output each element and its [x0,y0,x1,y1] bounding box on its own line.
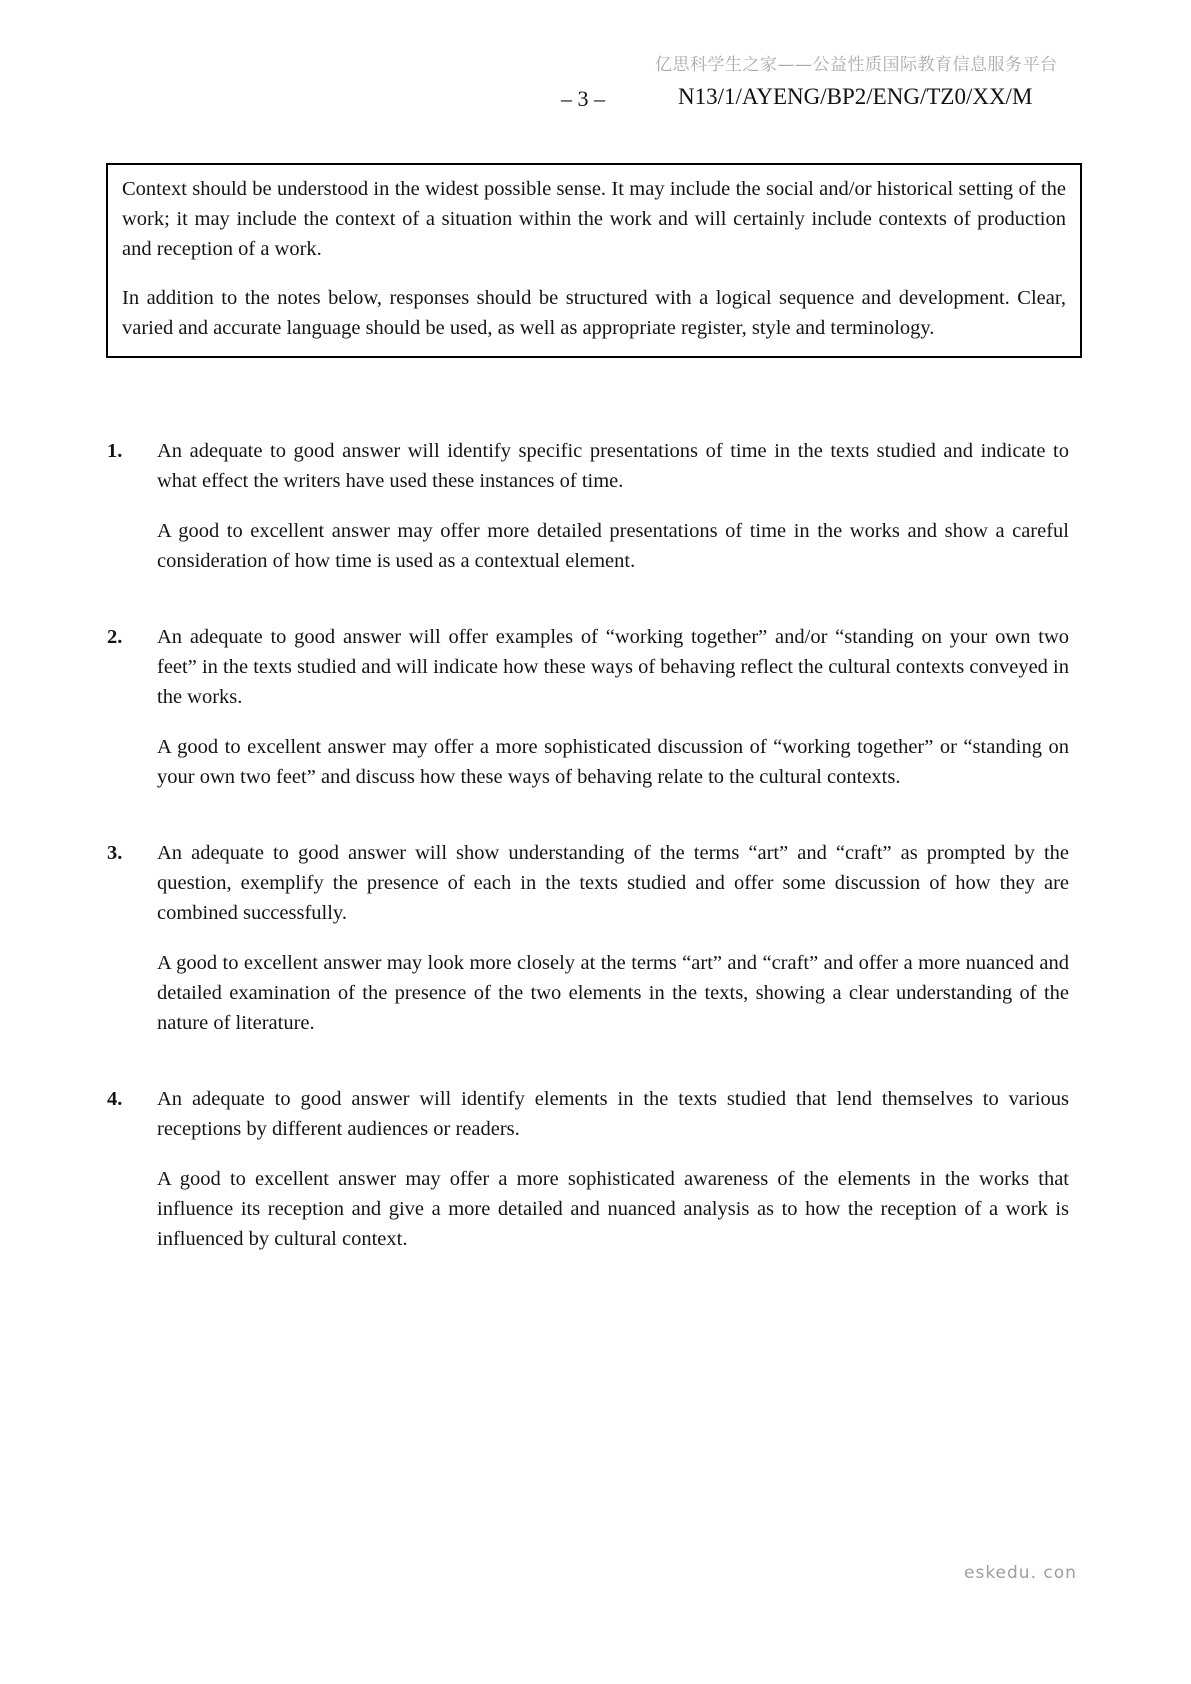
note-item-2 [107,622,1069,792]
note-number: 2. [107,626,123,648]
note-body [157,838,1069,1038]
note-number: 3. [107,842,123,864]
notes-list [107,436,1069,1254]
site-watermark-footer: eskedu. con [964,1563,1077,1583]
instructions-paragraph-2: In addition to the notes below, responses should be structured with a logical sequence and development. Clear, varied and accurate language should be used, as well as appropriate register, style and terminology. [122,287,1066,339]
note-number: 1. [107,440,123,462]
instructions-paragraph-1: Context should be understood in the widest possible sense. It may include the social and/or historical setting of the work; it may include the context of a situation within the work and will certainly include contexts of production and reception of a work. [122,178,1066,260]
note-item-4 [107,1084,1069,1254]
document-code: N13/1/AYENG/BP2/ENG/TZ0/XX/M [678,84,1033,109]
note-paragraph: An adequate to good answer will identify specific presentations of time in the texts studied and indicate to what effect the writers have used these instances of time. [157,440,1069,492]
note-body [157,622,1069,792]
note-paragraph: A good to excellent answer may offer a more sophisticated discussion of “working together” or “standing on your own two feet” and discuss how these ways of behaving relate to the cultural contexts. [157,736,1069,788]
site-watermark-header: 亿思科学生之家——公益性质国际教育信息服务平台 [655,55,1058,75]
note-item-3 [107,838,1069,1038]
note-paragraph: A good to excellent answer may offer more detailed presentations of time in the works and show a careful consideration of how time is used as a contextual element. [157,520,1069,572]
note-paragraph: An adequate to good answer will show understanding of the terms “art” and “craft” as prompted by the question, exemplify the presence of each in the texts studied and offer some discussion of how they are combined successfully. [157,842,1069,924]
note-item-1 [107,436,1069,576]
note-paragraph: An adequate to good answer will offer examples of “working together” and/or “standing on your own two feet” in the texts studied and will indicate how these ways of behaving reflect the cultural contexts conveyed in the works. [157,626,1069,708]
page-number: – 3 – [561,86,605,111]
note-body [157,1084,1069,1254]
note-body [157,436,1069,576]
note-paragraph: An adequate to good answer will identify elements in the texts studied that lend themselves to various receptions by different audiences or readers. [157,1088,1069,1140]
note-paragraph: A good to excellent answer may look more closely at the terms “art” and “craft” and offer a more nuanced and detailed examination of the presence of the two elements in the texts, showing a clear understanding of the nature of literature. [157,952,1069,1034]
instructions-box [106,163,1082,358]
note-number: 4. [107,1088,123,1110]
note-paragraph: A good to excellent answer may offer a more sophisticated awareness of the elements in the works that influence its reception and give a more detailed and nuanced analysis as to how the reception of a work is influenced by cultural context. [157,1168,1069,1250]
